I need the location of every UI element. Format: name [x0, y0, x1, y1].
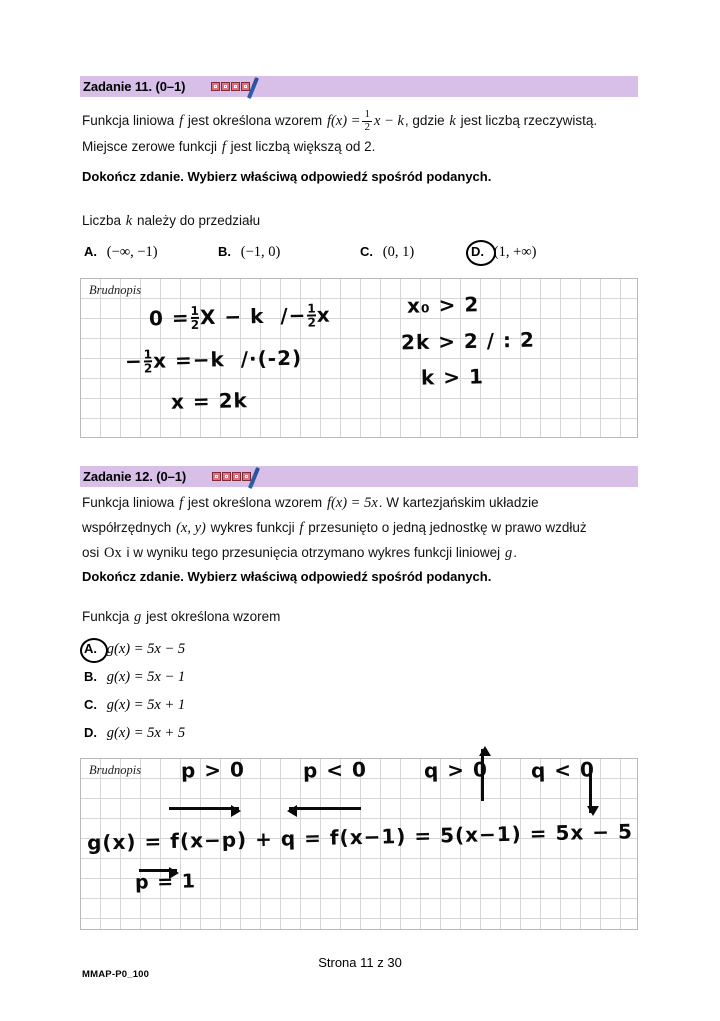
t12-hw-arrow-up [481, 749, 484, 801]
t11-l1-d: jest liczbą rzeczywistą. [460, 113, 598, 128]
t11-l1-k: k [449, 113, 456, 129]
t11-l1-f: f [179, 113, 184, 129]
t11-hw-right-line3: k > 1 [420, 364, 485, 390]
t11-l2-a: Miejsce zerowe funkcji [82, 139, 218, 154]
task-12-title: Zadanie 12. (0–1) [83, 469, 187, 484]
four-mark-boxes-icon [212, 472, 252, 481]
t11-prompt-b: należy do przedziału [137, 213, 261, 228]
t12-l3-a: osi [82, 545, 100, 560]
mark-box-1 [211, 82, 220, 91]
task-12-statement-line2 [82, 515, 587, 541]
t12-l2-xy: (x, y) [176, 520, 206, 536]
t12-l1-c: . W kartezjańskim układzie [378, 495, 539, 510]
t12-l1-b: jest określona wzorem [187, 495, 323, 510]
t12-opt-D-text: g(x) = 5x + 5 [106, 725, 186, 741]
t11-l2-b: jest liczbą większą od 2. [230, 139, 376, 154]
t11-opt-A-text: (−∞, −1) [106, 244, 158, 260]
mark-box-2 [222, 472, 231, 481]
t12-opt-B-letter: B. [84, 669, 97, 684]
document-code: MMAP-P0_100 [82, 969, 150, 980]
task-11-scratch-label: Brudnopis [89, 283, 142, 297]
t12-hw-note-q-neg: q < 0 [530, 757, 596, 783]
t11-hw-right-line2: 2k > 2 / : 2 [400, 327, 536, 355]
task-12-option-C[interactable] [84, 697, 185, 714]
t11-hw-right-line1: x₀ > 2 [406, 292, 480, 318]
t11-l1-formula-lhs: f(x) = [326, 113, 361, 129]
task-11-selected-answer-circle [466, 240, 496, 266]
t11-opt-C-text: (0, 1) [382, 244, 415, 260]
task-11-statement-line2 [82, 134, 375, 160]
t12-l2-b: wykres funkcji [210, 520, 295, 535]
t11-opt-A-letter: A. [84, 244, 97, 259]
task-12-option-B[interactable] [84, 669, 185, 686]
t12-l1-f: f [179, 495, 184, 511]
task-12-instruction: Dokończ zdanie. Wybierz właściwą odpowiedź spośród podanych. [82, 569, 492, 584]
t12-l3-b: i w wyniku tego przesunięcia otrzymano wykres funkcji liniowej [126, 545, 501, 560]
t12-hw-note-p-neg: p < 0 [302, 757, 368, 783]
t11-l1-b: jest określona wzorem [187, 113, 323, 128]
task-12-statement-line1 [82, 490, 539, 516]
mark-box-1 [212, 472, 221, 481]
t12-opt-A-text: g(x) = 5x − 5 [106, 641, 186, 657]
t12-prompt-a: Funkcja [82, 609, 130, 624]
t12-hw-main-line: g(x) = f(x−p) + q = f(x−1) = 5(x−1) = 5x − 5 [86, 819, 634, 855]
t11-l1-a: Funkcja liniowa [82, 113, 175, 128]
task-12-statement-line3 [82, 540, 517, 566]
mark-box-2 [221, 82, 230, 91]
t12-l3-g: g [504, 545, 513, 561]
t12-hw-under-note: p = 1 [134, 870, 197, 894]
task-11-instruction: Dokończ zdanie. Wybierz właściwą odpowiedź spośród podanych. [82, 169, 492, 184]
task-11-option-A[interactable] [84, 244, 158, 261]
t12-opt-D-letter: D. [84, 725, 97, 740]
task-11-header [80, 76, 638, 97]
t11-frac-num: 1 [364, 108, 370, 121]
t11-hw-line3: x = 2k [170, 388, 249, 414]
t12-opt-B-text: g(x) = 5x − 1 [106, 669, 186, 685]
task-12-scratch-area[interactable] [80, 758, 638, 930]
t11-prompt-a: Liczba [82, 213, 122, 228]
t12-hw-note-q-pos: q > 0 [423, 757, 489, 783]
t11-prompt-k: k [125, 213, 133, 229]
t12-prompt-b: jest określona wzorem [146, 609, 281, 624]
mark-box-3 [232, 472, 241, 481]
t11-fraction-half [362, 109, 372, 133]
task-11-option-B[interactable] [218, 244, 280, 261]
t12-prompt-g: g [134, 609, 142, 625]
t12-hw-note-p-pos: p > 0 [180, 757, 246, 783]
task-11-option-C[interactable] [360, 244, 414, 261]
mark-box-3 [231, 82, 240, 91]
t12-l1-a: Funkcja liniowa [82, 495, 175, 510]
task-12-selected-answer-circle [80, 638, 108, 663]
task-12-header [80, 466, 638, 487]
t12-l2-c: przesunięto o jedną jednostkę w prawo wzdłuż [308, 520, 587, 535]
t12-hw-arrow-right [169, 807, 239, 810]
t12-l3-ox: Ox [104, 545, 122, 561]
task-12-option-D[interactable] [84, 725, 185, 742]
t11-opt-B-letter: B. [218, 244, 231, 259]
t12-hw-arrow-left [289, 807, 361, 810]
t11-frac-den: 2 [364, 120, 370, 133]
t12-l3-c: . [513, 545, 517, 560]
t12-opt-A-letter: A. [84, 641, 97, 656]
t12-hw-arrow-down [589, 767, 592, 813]
t12-l2-a: współrzędnych [82, 520, 172, 535]
t12-l1-formula: f(x) = 5x [326, 495, 378, 511]
t12-opt-C-letter: C. [84, 697, 97, 712]
task-11-scratch-area[interactable] [80, 278, 638, 438]
page-number: Strona 11 z 30 [318, 955, 402, 970]
t12-opt-C-text: g(x) = 5x + 1 [106, 697, 186, 713]
t11-l1-formula-rhs: x − k [373, 113, 404, 129]
t11-hw-line2: − $\frac{1}{2}$ x =−k /·(-2) [124, 345, 303, 376]
t12-l2-f: f [299, 520, 304, 536]
four-mark-boxes-icon [211, 82, 251, 91]
task-11-title: Zadanie 11. (0–1) [83, 79, 186, 94]
task-11-statement-line1 [82, 108, 597, 134]
task-12-scratch-label: Brudnopis [89, 763, 142, 777]
t11-opt-C-letter: C. [360, 244, 373, 259]
t11-opt-B-text: (−1, 0) [240, 244, 281, 260]
mark-box-4 [242, 472, 251, 481]
t11-l2-f: f [221, 139, 226, 155]
task-12-prompt [82, 604, 280, 630]
t11-opt-D-text: (1, +∞) [493, 244, 537, 260]
t11-opt-D-letter: D. [471, 244, 484, 259]
task-11-prompt [82, 208, 260, 234]
t11-hw-line1: 0 = $\frac{1}{2}$ X − k /− $\frac{1}{2}$ x [148, 301, 331, 333]
t11-l1-c: , gdzie [404, 113, 445, 128]
